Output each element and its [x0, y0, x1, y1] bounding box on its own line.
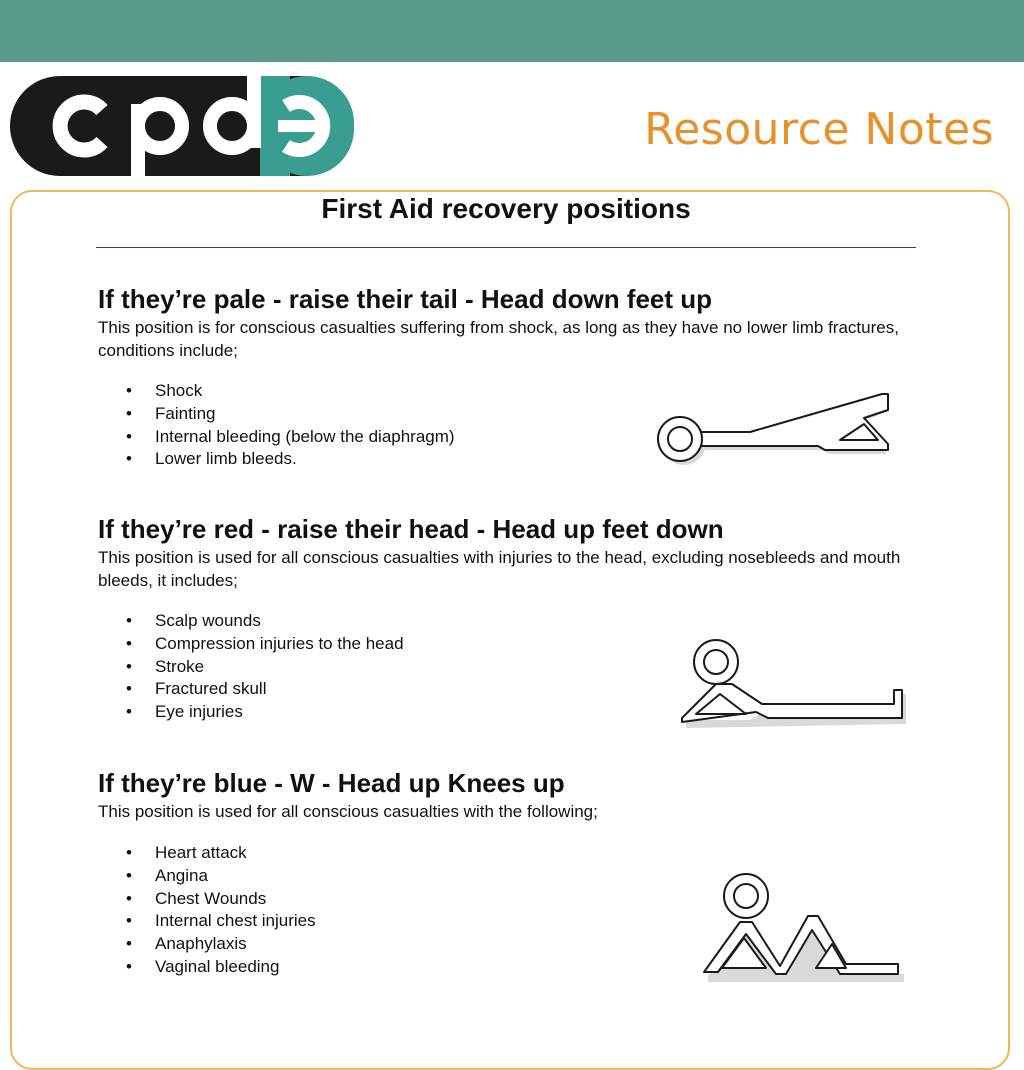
list-item: • Lower limb bleeds. [126, 448, 455, 471]
list-item: • Anaphylaxis [126, 933, 316, 956]
section-heading-pale: If they’re pale - raise their tail - Head down feet up [98, 284, 713, 314]
head-down-feet-up-position-icon [650, 380, 920, 480]
condition-list-blue [126, 842, 316, 979]
list-item: • Scalp wounds [126, 610, 404, 633]
resource-notes-label: Resource Notes [644, 104, 994, 155]
list-item: • Vaginal bleeding [126, 956, 316, 979]
document-title: First Aid recovery positions [321, 193, 691, 224]
section-heading-red: If they’re red - raise their head - Head up feet down [98, 514, 724, 544]
cpd-logo [10, 76, 354, 176]
head-up-feet-down-position-icon [676, 628, 916, 738]
list-item: • Shock [126, 380, 455, 403]
section-description-red: This position is used for all conscious casualties with injuries to the head, excluding nosebleeds and mouth bleeds, it includes; [98, 548, 901, 590]
w-position-icon [700, 866, 920, 986]
list-item: • Angina [126, 865, 316, 888]
condition-list-red [126, 610, 404, 724]
list-item: • Compression injuries to the head [126, 633, 404, 656]
section-description-blue: This position is used for all conscious casualties with the following; [98, 802, 598, 821]
list-item: • Heart attack [126, 842, 316, 865]
list-item: • Internal chest injuries [126, 910, 316, 933]
condition-list-pale [126, 380, 455, 471]
list-item: • Internal bleeding (below the diaphragm) [126, 426, 455, 449]
title-divider [96, 247, 916, 248]
list-item: • Chest Wounds [126, 888, 316, 911]
header-band [0, 0, 1024, 62]
list-item: • Fractured skull [126, 678, 404, 701]
list-item: • Stroke [126, 656, 404, 679]
section-description-pale: This position is for conscious casualties suffering from shock, as long as they have no lower limb fractures, conditions include; [98, 318, 899, 360]
list-item: • Fainting [126, 403, 455, 426]
list-item: • Eye injuries [126, 701, 404, 724]
section-heading-blue: If they’re blue - W - Head up Knees up [98, 768, 565, 798]
